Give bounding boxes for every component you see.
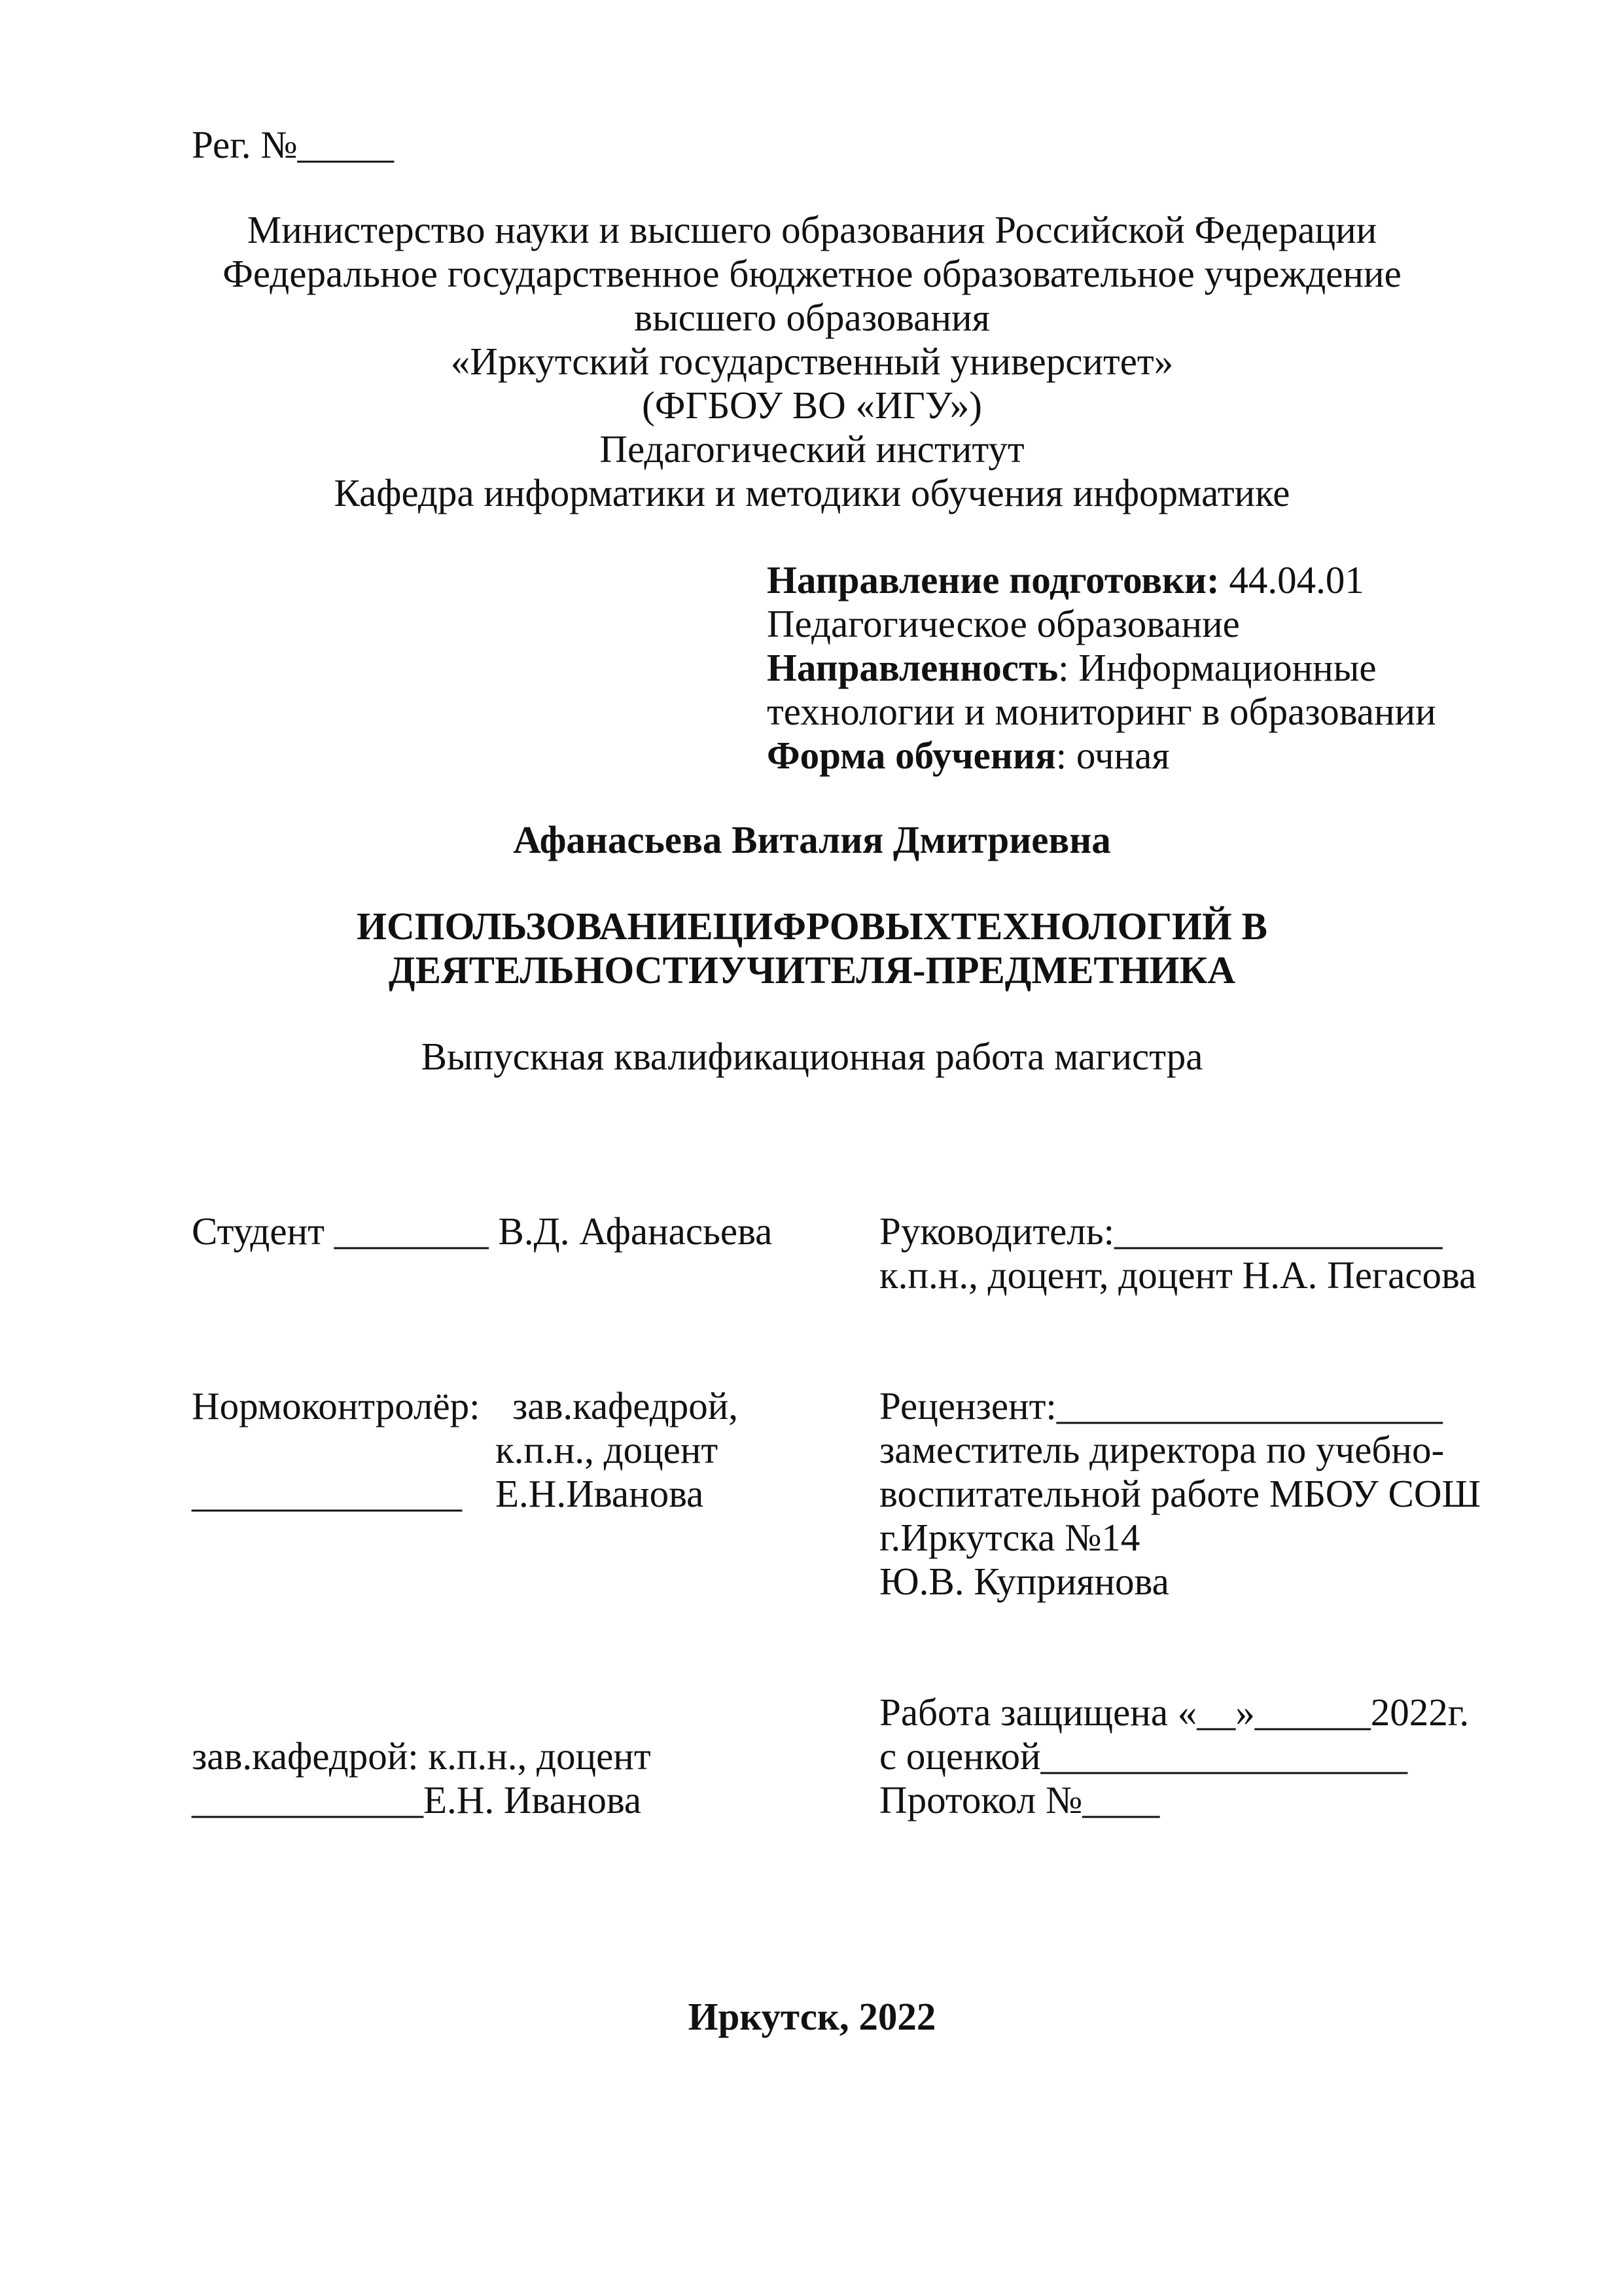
department-head-position: зав.кафедрой: к.п.н., доцент [192, 1734, 651, 1778]
study-form-label: Форма обучения [767, 734, 1056, 777]
reviewer-position-line-2: воспитательной работе МБОУ СОШ [879, 1472, 1481, 1515]
reviewer-position-line-1: заместитель директора по учебно- [879, 1428, 1445, 1471]
profile-value-line-2: технологии и мониторинг в образовании [767, 690, 1436, 733]
university-name: «Иркутский государственный университет» [450, 340, 1174, 383]
registration-number: Рег. №_____ [192, 123, 395, 166]
study-form-line [767, 736, 1169, 775]
work-type: Выпускная квалификационная работа магистра [421, 1035, 1203, 1078]
normcontrol-signature-line: ______________ [192, 1472, 462, 1515]
reviewer-position-line-3: г.Иркутска №14 [879, 1516, 1140, 1559]
study-form-value: : очная [1055, 734, 1170, 777]
normcontrol-position: зав.кафедрой, [512, 1384, 739, 1427]
supervisor-signature: Руководитель:_________________ [879, 1210, 1443, 1253]
normcontrol-degree: к.п.н., доцент [495, 1428, 718, 1471]
normcontrol-label: Нормоконтролёр: [192, 1384, 480, 1427]
direction-label: Направление подготовки: [767, 558, 1220, 601]
thesis-title-line-1: ИСПОЛЬЗОВАНИЕЦИФРОВЫХТЕХНОЛОГИЙ В [357, 905, 1267, 948]
defense-protocol: Протокол №____ [879, 1778, 1160, 1821]
student-signature: Студент ________ В.Д. Афанасьева [192, 1210, 773, 1253]
city-year: Иркутск, 2022 [688, 1995, 936, 2038]
institution-line-1: Федеральное государственное бюджетное образовательное учреждение [222, 252, 1402, 295]
profile-value: : Информационные [1058, 646, 1377, 689]
supervisor-details: к.п.н., доцент, доцент Н.А. Пегасова [879, 1253, 1477, 1297]
institute: Педагогический институт [599, 427, 1025, 471]
direction-line [767, 558, 1364, 601]
defense-grade: с оценкой___________________ [879, 1734, 1408, 1778]
normcontrol-name: Е.Н.Иванова [495, 1472, 704, 1515]
institution-line-2: высшего образования [634, 296, 990, 339]
profile-line [767, 646, 1377, 689]
direction-code: 44.04.01 [1219, 558, 1364, 601]
ministry: Министерство науки и высшего образования Российской Федерации [247, 208, 1377, 251]
thesis-title-line-2: ДЕЯТЕЛЬНОСТИУЧИТЕЛЯ-ПРЕДМЕТНИКА [389, 948, 1235, 992]
author-name: Афанасьева Виталия Дмитриевна [513, 818, 1111, 861]
department: Кафедра информатики и методики обучения информатике [334, 471, 1290, 514]
profile-label: Направленность [767, 646, 1059, 689]
reviewer-name: Ю.В. Куприянова [879, 1560, 1169, 1603]
defense-date: Работа защищена «__»______2022г. [879, 1691, 1470, 1734]
direction-name: Педагогическое образование [767, 602, 1240, 645]
university-abbreviation: (ФГБОУ ВО «ИГУ») [642, 384, 982, 427]
reviewer-signature: Рецензент:____________________ [879, 1384, 1443, 1427]
department-head-signature: ____________Е.Н. Иванова [192, 1778, 642, 1821]
